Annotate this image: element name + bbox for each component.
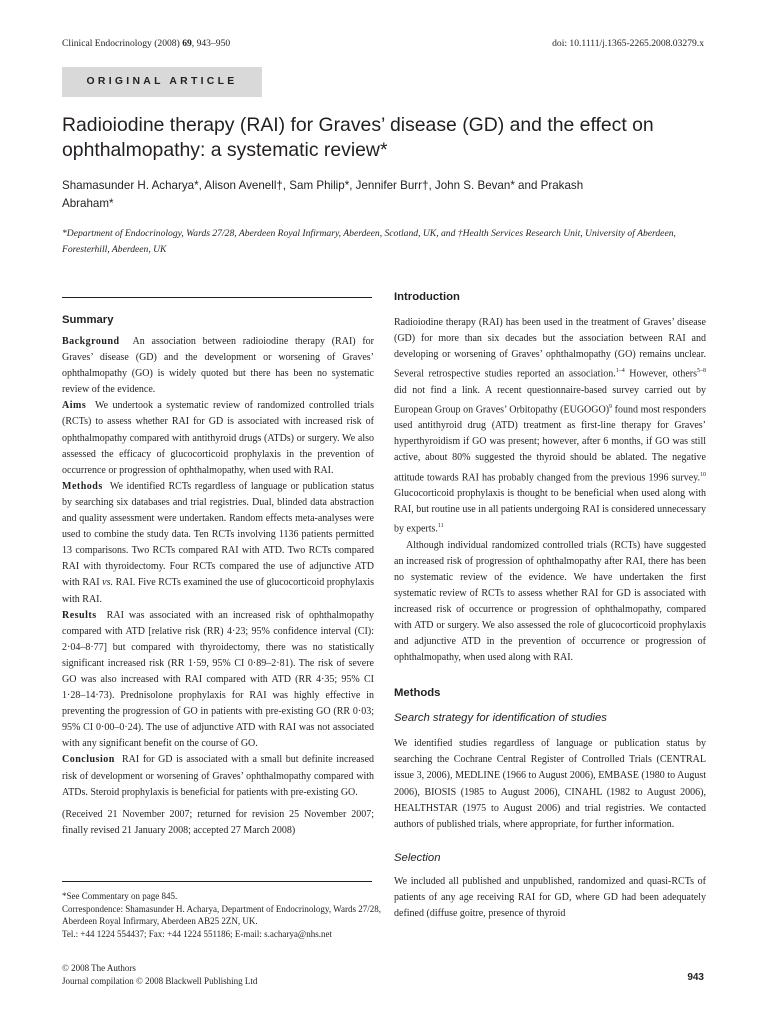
citation-ref: 1–4 xyxy=(615,368,625,375)
paper-title: Radioiodine therapy (RAI) for Graves’ disease (GD) and the effect on ophthalmopathy: a systematic review* xyxy=(62,114,654,161)
summary-heading: Summary xyxy=(62,314,114,326)
journal-year: (2008) xyxy=(154,38,180,49)
methods-text: We identified RCTs regardless of language or publication status by searching six databases and trial registries. Dual, blinded data abstraction and quality assessment were undertaken. Random effects meta-analyses were used to combine the study data. Ten RCTs involving 1136 patients permitted 13 comparisons. Two RCTs compared RAI with ATD. Two RCTs compared RAI with thyroidectomy. Four RCTs compared the use of adjunctive ATD with RAI xyxy=(62,480,374,589)
summary-section xyxy=(62,313,374,839)
intro-text-b: However, others xyxy=(624,368,697,380)
author-list: Shamasunder H. Acharya*, Alison Avenell†, Sam Philip*, Jennifer Burr†, John S. Bevan* and Prakash Abraham* xyxy=(62,179,584,210)
journal-name: Clinical Endocrinology xyxy=(62,38,152,49)
aims-text: We undertook a systematic review of randomized controlled trials (RCTs) to assess whether RAI for GD is associated with increased risk of ophthalmopathy compared with antithyroid drugs (ATDs) or surgery. We also assessed the efficacy of glucocorticoid prophylaxis in the prevention of occurrence or progression of ophthalmopathy, when used with RAI. xyxy=(62,400,374,476)
journal-volume: 69 xyxy=(182,38,192,49)
body-right-column xyxy=(394,290,706,922)
methods-heading: Methods xyxy=(394,687,441,700)
introduction-paragraph-1 xyxy=(394,315,706,538)
copyright-line-1: © 2008 The Authors xyxy=(62,963,136,973)
journal-pages: , 943–950 xyxy=(191,38,231,49)
intro-text-d: found most responders used antithyroid drug (ATD) treatment as first-line therapy for Graves’ hyperthyroidism if GO was present; however, after 6 months, if GO was still active, about 80% suggested the thyroid should be ablated. The negative attitude towards RAI has probably changed from the previous 1996 survey. xyxy=(394,404,706,483)
results-label: Results xyxy=(62,609,97,621)
contact-details: Tel.: +44 1224 554437; Fax: +44 1224 551186; E-mail: s.acharya@nhs.net xyxy=(62,928,332,939)
copyright-line-2: Journal compilation © 2008 Blackwell Publishing Ltd xyxy=(62,975,258,986)
background-text: An association between radioiodine therapy (RAI) for Graves’ disease (GD) and the development or worsening of Graves’ ophthalmopathy (GO) is widely quoted but there has been no systematic review of the evidence. xyxy=(62,336,374,396)
citation-ref: 9 xyxy=(609,403,613,410)
results-text: RAI was associated with an increased risk of ophthalmopathy compared with ATD [relative risk (RR) 4·23; 95% confidence interval (CI): 2·04–8·77] but compared with thyroidectomy, there was no statistically significant increased risk (RR 1·59, 95% CI 0·89–2·81). The risk of severe GO was also increased with RAI compared with ATD (RR 4·35; 95% CI 1·28–14·73). Prednisolone prophylaxis for RAI was highly effective in preventing the progression of GO in patients with pre-existing GO (RR 0·03; 95% CI 0·00–0·24). The use of adjunctive ATD with RAI was not associated with any significant benefit on the course of GO. xyxy=(62,609,374,750)
background-label: Background xyxy=(62,336,120,347)
intro-text-c: did not find a link. A recent questionnaire-based survey carried out by European Group on Graves’ Orbitopathy (EUGOGO) xyxy=(394,384,706,416)
author-affiliations: *Department of Endocrinology, Wards 27/28, Aberdeen Royal Infirmary, Aberdeen, Scotland, UK, and †Health Services Research Unit, University of Aberdeen, Foresterhill, Aberdeen, UK xyxy=(62,228,676,256)
correspondence-address: Correspondence: Shamasunder H. Acharya, Department of Endocrinology, Wards 27/28, Aberdeen Royal Infirmary, Aberdeen AB25 2ZN, UK. xyxy=(62,903,381,926)
citation-ref: 11 xyxy=(437,523,444,530)
intro-text-e: Glucocorticoid prophylaxis is thought to be beneficial when used along with RAI, but routine use in all patients undergoing RAI is considered unnecessary by experts. xyxy=(394,487,706,535)
conclusion-text: RAI for GD is associated with a small but definite increased risk of development or worsening of Graves’ ophthalmopathy compared with ATDs. Steroid prophylaxis is beneficial for patients with pre-existing GO. xyxy=(62,754,375,798)
citation-ref: 10 xyxy=(700,471,706,478)
footnote-rule xyxy=(62,881,372,882)
article-type-label: ORIGINAL ARTICLE xyxy=(62,67,262,97)
summary-aims xyxy=(62,398,374,478)
selection-heading: Selection xyxy=(394,851,441,864)
introduction-paragraph-2: Although individual randomized controlled trials (RCTs) have suggested an increased risk of progression of ophthalmopathy after RAI, there has been no systematic review of the evidence. We have undertaken the first systematic review of RCTs to assess whether RAI for GD is associated with increased risk of occurrence or progression of ophthalmopathy, compared with ATD or surgery. We also assessed the role of glucocorticoid prophylaxis and adjunctive ATD in the prevention of occurrence or progression of ophthalmopathy, when used along with RAI. xyxy=(394,539,706,664)
intro-text-a: Radioiodine therapy (RAI) has been used in the treatment of Graves’ disease (GD) for more than six decades but the association between RAI and developing or worsening of Graves’ ophthalmopathy (GO) remains unclear. Several retrospective studies reported an association. xyxy=(394,317,706,380)
methods-text-end: RAI. Five RCTs examined the use of glucocorticoid prophylaxis with RAI. xyxy=(62,577,375,605)
methods-vs: vs. xyxy=(102,577,113,589)
conclusion-label: Conclusion xyxy=(62,754,115,766)
journal-citation xyxy=(62,38,230,50)
selection-text: We included all published and unpublished, randomized and quasi-RCTs of patients of any age receiving RAI for GD, where GD had been adequately defined (diffuse goitre, presence of thyroid xyxy=(394,875,706,920)
summary-background xyxy=(62,334,374,398)
page-number: 943 xyxy=(687,972,704,983)
methods-label: Methods xyxy=(62,480,103,492)
summary-top-rule xyxy=(62,297,372,298)
citation-ref: 5–8 xyxy=(697,368,706,375)
summary-results xyxy=(62,608,374,753)
summary-methods xyxy=(62,479,374,608)
aims-label: Aims xyxy=(62,400,87,412)
doi: doi: 10.1111/j.1365-2265.2008.03279.x xyxy=(552,38,704,49)
summary-conclusion xyxy=(62,752,374,800)
copyright-notice xyxy=(62,962,382,987)
search-strategy-text: We identified studies regardless of language or publication status by searching the Cochrane Central Register of Controlled Trials (CENTRAL issue 3, 2006), MEDLINE (1966 to August 2006), EMBASE (1980 to August 2006), BIOSIS (1985 to August 2006), CINAHL (1982 to August 2006), HEALTHSTAR (1975 to August 2006) and trial registries. We contacted authors of published trials, where appropriate, for further information. xyxy=(394,738,706,830)
search-strategy-heading: Search strategy for identification of studies xyxy=(394,712,607,725)
correspondence-footnote xyxy=(62,890,382,940)
commentary-note: *See Commentary on page 845. xyxy=(62,891,178,901)
received-dates: (Received 21 November 2007; returned for revision 25 November 2007; finally revised 21 January 2008; accepted 27 March 2008) xyxy=(62,808,374,836)
introduction-heading: Introduction xyxy=(394,291,460,303)
